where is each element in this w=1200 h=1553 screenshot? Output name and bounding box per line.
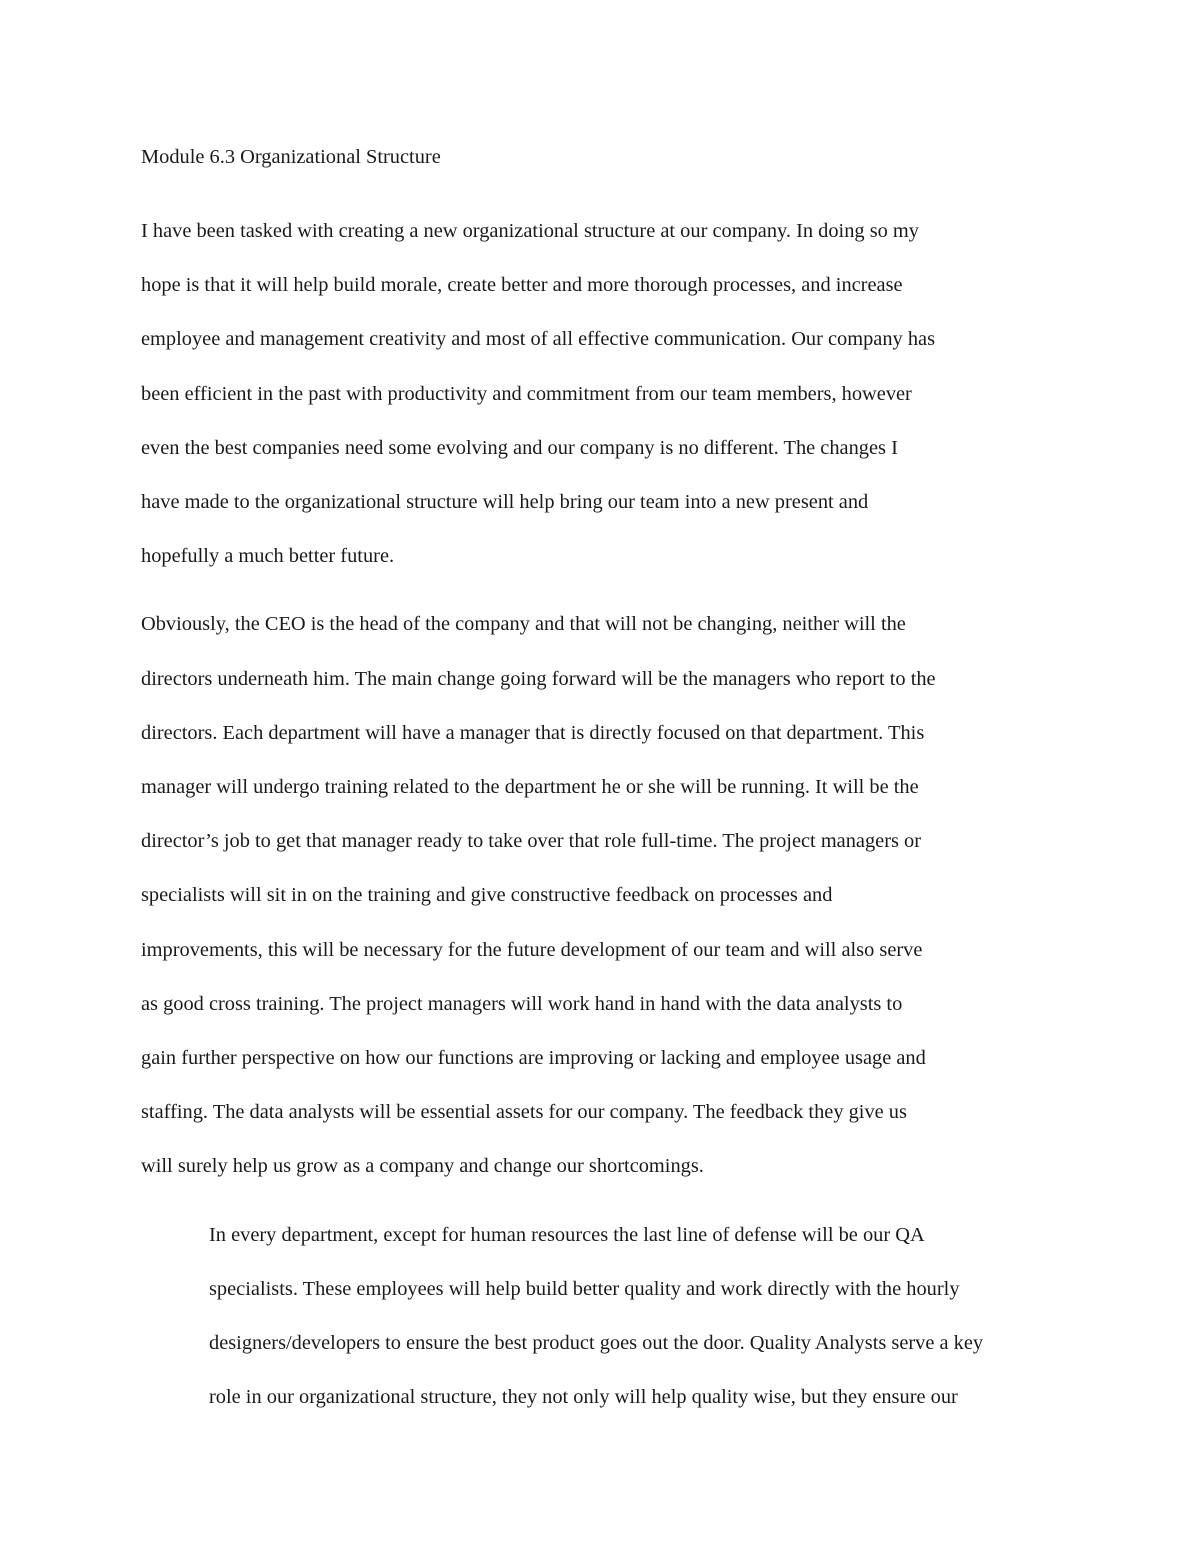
text-line: specialists. These employees will help build better quality and work directly with the hourly: [209, 1277, 960, 1300]
paragraph-intro: [141, 204, 1066, 583]
text-line: designers/developers to ensure the best product goes out the door. Quality Analysts serve a key: [209, 1332, 984, 1355]
text-line: as good cross training. The project managers will work hand in hand with the data analysts to: [141, 992, 903, 1015]
text-line: Obviously, the CEO is the head of the company and that will not be changing, neither will the: [141, 613, 906, 636]
text-line: directors. Each department will have a manager that is directly focused on that department. This: [141, 721, 925, 744]
text-line: hope is that it will help build morale, create better and more thorough processes, and increase: [141, 274, 903, 297]
paragraph-structure: [141, 597, 1066, 1193]
text-line: role in our organizational structure, they not only will help quality wise, but they ensure our: [209, 1386, 958, 1409]
text-line: hopefully a much better future.: [141, 545, 395, 568]
text-line: even the best companies need some evolving and our company is no different. The changes I: [141, 436, 898, 459]
text-line: gain further perspective on how our functions are improving or lacking and employee usage and: [141, 1047, 926, 1070]
text-line: manager will undergo training related to the department he or she will be running. It will be the: [141, 776, 919, 799]
text-line: will surely help us grow as a company and change our shortcomings.: [141, 1155, 704, 1178]
document-body: [141, 135, 1066, 1424]
text-line: directors underneath him. The main change going forward will be the managers who report to the: [141, 667, 936, 690]
text-line: director’s job to get that manager ready to take over that role full-time. The project managers or: [141, 830, 922, 853]
paragraph-qa: [141, 1208, 1066, 1425]
text-line: specialists will sit in on the training and give constructive feedback on processes and: [141, 884, 833, 907]
text-line: have made to the organizational structure will help bring our team into a new present and: [141, 491, 869, 514]
text-line: In every department, except for human resources the last line of defense will be our QA: [209, 1223, 925, 1246]
text-line: I have been tasked with creating a new organizational structure at our company. In doing so my: [141, 220, 919, 242]
text-line: staffing. The data analysts will be essential assets for our company. The feedback they give us: [141, 1101, 907, 1124]
text-line: improvements, this will be necessary for the future development of our team and will also serve: [141, 938, 923, 961]
document-title: Module 6.3 Organizational Structure: [141, 146, 441, 168]
text-line: employee and management creativity and most of all effective communication. Our company has: [141, 328, 936, 351]
text-line: been efficient in the past with productivity and commitment from our team members, however: [141, 382, 912, 405]
